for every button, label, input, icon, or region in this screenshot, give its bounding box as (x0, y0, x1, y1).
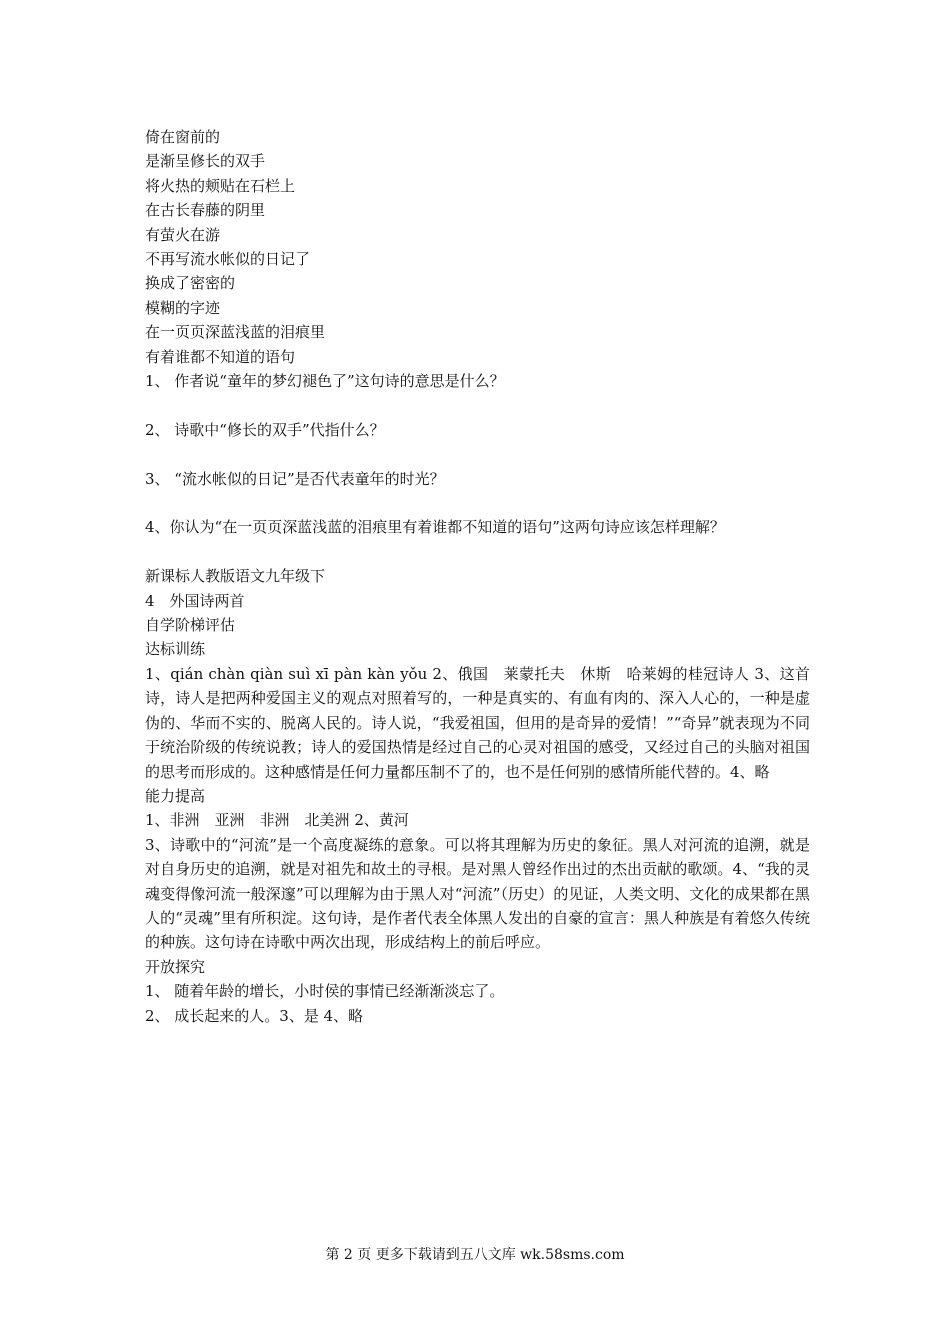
question-item: 2、 诗歌中“修长的双手”代指什么？ (145, 420, 385, 439)
blank-line (145, 393, 810, 417)
poem-line: 有萤火在游 (145, 225, 221, 244)
question-list (145, 369, 810, 564)
section-heading: 达标训练 (145, 640, 206, 659)
book-title: 新课标人教版语文九年级下 (145, 567, 326, 586)
lesson-title: 4 外国诗两首 (145, 591, 245, 610)
blank-line (145, 540, 810, 564)
ability-answers: 3、诗歌中的“河流”是一个高度凝练的意象。可以将其理解为历史的象征。黑人对河流的追溯，就是对自身历史的追溯，就是对祖先和故土的寻根。是对黑人曾经作出过的杰出贡献的歌颂。4、“我的灵魂变得像河流一般深邃”可以理解为由于黑人对“河流”（历史）的见证，人类文明、文化的成果都在黑人的“灵魂”里有所积淀。这句诗，是作者代表全体黑人发出的自豪的宣言：黑人种族是有着悠久传统的种族。这句诗在诗歌中两次出现，形成结构上的前后呼应。 (145, 835, 810, 952)
open-answers-line: 1、 随着年龄的增长，小时侯的事情已经渐渐淡忘了。 (145, 982, 505, 1001)
open-answers-line: 2、 成长起来的人。3、是 4、略 (145, 1006, 364, 1025)
poem-line: 倚在窗前的 (145, 128, 221, 146)
question-item: 4、你认为“在一页页深蓝浅蓝的泪痕里有着谁都不知道的语句”这两句诗应该怎样理解？ (145, 518, 725, 537)
document-page (145, 125, 810, 1028)
standard-answers: 1、qián chàn qiàn suì xī pàn kàn yǒu 2、俄国 莱蒙托夫 休斯 哈莱姆的桂冠诗人 3、这首诗，诗人是把两种爱国主义的观点对照着写的，一种是真实的、有血有肉的、深入人心的，一种是虚伪的、华而不实的、脱离人民的。诗人说，“我爱祖国，但用的是奇异的爱情！”“奇异”就表现为不同于统治阶级的传统说教；诗人的爱国热情是经过自己的心灵对祖国的感受，又经过自己的头脑对祖国的思考而形成的。这种感情是任何力量都压制不了的，也不是任何别的感情所能代替的。4、略 (145, 664, 810, 781)
section-heading: 自学阶梯评估 (145, 616, 236, 635)
question-item: 3、 “流水帐似的日记”是否代表童年的时光？ (145, 469, 445, 488)
poem-excerpt (145, 125, 810, 369)
blank-line (145, 442, 810, 466)
page-footer: 第 2 页 更多下载请到五八文库 wk.58sms.com (325, 1247, 625, 1263)
poem-line: 在一页页深蓝浅蓝的泪痕里 (145, 323, 326, 342)
poem-line: 换成了密密的 (145, 274, 236, 293)
poem-line: 是渐呈修长的双手 (145, 152, 266, 171)
poem-line: 有着谁都不知道的语句 (145, 347, 296, 366)
poem-line: 在古长春藤的阴里 (145, 201, 266, 220)
poem-line: 不再写流水帐似的日记了 (145, 250, 311, 269)
poem-line: 将火热的颊贴在石栏上 (145, 176, 296, 195)
question-item: 1、 作者说“童年的梦幻褪色了”这句诗的意思是什么？ (145, 372, 505, 391)
poem-line: 模糊的字迹 (145, 298, 221, 317)
section-heading: 能力提高 (145, 786, 206, 805)
section-heading: 开放探究 (145, 957, 206, 976)
blank-line (145, 491, 810, 515)
answer-key (145, 564, 810, 1028)
ability-answers-line: 1、非洲 亚洲 非洲 北美洲 2、黄河 (145, 811, 409, 830)
